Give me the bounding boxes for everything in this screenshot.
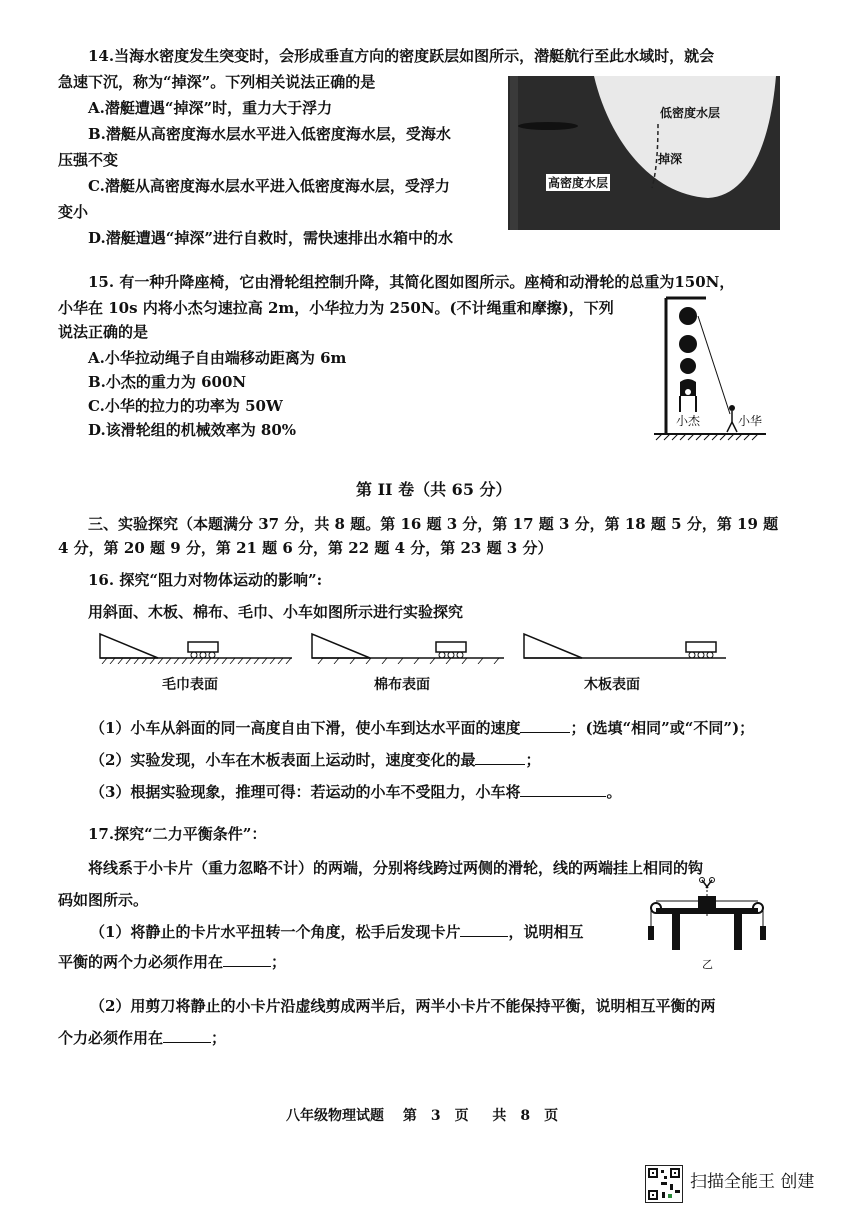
section3-line1 — [88, 514, 778, 534]
q17-line2: 码如图所示。 — [58, 891, 149, 909]
q14-option-b: B.潜艇从高密度海水层水平进入低密度海水层，受海水 — [88, 125, 451, 143]
q15-option-a: A.小华拉动绳子自由端移动距离为 6m — [88, 349, 347, 367]
q14-line2: 急速下沉，称为“掉深”。下列相关说法正确的是 — [58, 73, 376, 91]
q16-sub1-text: （1）小车从斜面的同一高度自由下滑，使小车到达水平面的速度 — [90, 719, 521, 737]
q15-line3: 说法正确的是 — [58, 323, 149, 341]
q16-sub1-hint: ；(选填“相同”或“不同”)； — [570, 719, 755, 737]
q16-sub2-text: （2）实验发现，小车在木板表面上运动时，速度变化的最 — [90, 751, 476, 769]
q17-line1: 将线系于小卡片（重力忽略不计）的两端，分别将线跨过两侧的滑轮，线的两端挂上相同的钩 — [88, 859, 704, 877]
q17-sub2-text: 个力必须作用在 — [58, 1029, 164, 1047]
q16-sub2-end: ； — [525, 751, 541, 769]
q15-line1: 15. 有一种升降座椅，它由滑轮组控制升降，其简化图如图所示。座椅和动滑轮的总重为150N， — [88, 273, 735, 291]
q17-sub1-end: ； — [271, 953, 287, 971]
towel-surface-caption: 毛巾表面 — [162, 677, 218, 693]
q14-option-a: A.潜艇遭遇“掉深”时，重力大于浮力 — [88, 99, 333, 117]
answer-blank[interactable] — [163, 1028, 211, 1043]
section3-scoring: （本题满分 37 分，共 8 题。第 16 题 3 分，第 17 题 3 分，第 18 题 5 分，第 19 题 — [178, 515, 779, 533]
q15-option-b: B.小杰的重力为 600N — [88, 373, 247, 391]
q16-sub3-end: 。 — [606, 783, 622, 801]
xiaojie-label: 小杰 — [676, 414, 701, 428]
q16-sub3-text: （3）根据实验现象，推理可得：若运动的小车不受阻力，小车将 — [90, 783, 521, 801]
ocean-density-figure — [508, 76, 780, 230]
low-density-label: 低密度水层 — [660, 106, 721, 120]
q17-sub1-text3: 平衡的两个力必须作用在 — [58, 953, 224, 971]
high-density-label: 高密度水层 — [548, 176, 609, 190]
answer-blank[interactable] — [223, 952, 271, 967]
q15-line2: 小华在 10s 内将小杰匀速拉高 2m，小华拉力为 250N。(不计绳重和摩擦)，下列 — [58, 299, 614, 317]
q17-sub1 — [90, 922, 583, 942]
q14-option-c-cont: 变小 — [58, 203, 89, 221]
part2-title: 第 II 卷（共 65 分） — [356, 480, 512, 499]
q16-sub3 — [90, 782, 621, 802]
q16-intro: 用斜面、木板、棉布、毛巾、小车如图所示进行实验探究 — [88, 603, 464, 621]
q16-title: 16. 探究“阻力对物体运动的影响”: — [88, 571, 323, 589]
q15-option-c: C.小华的拉力的功率为 50W — [88, 397, 283, 415]
q17-sub2-end: ； — [211, 1029, 227, 1047]
q14-option-b-cont: 压强不变 — [58, 151, 119, 169]
q17-sub1-text: （1）将静止的卡片水平扭转一个角度，松手后发现卡片 — [90, 923, 461, 941]
q14-option-d: D.潜艇遭遇“掉深”进行自救时，需快速排出水箱中的水 — [88, 229, 453, 247]
cotton-surface-caption: 棉布表面 — [374, 677, 430, 693]
sudden-drop-label: 掉深 — [658, 152, 683, 166]
incline-cart-figure — [96, 628, 732, 664]
q17-sub2-cont — [58, 1028, 226, 1048]
answer-blank[interactable] — [460, 922, 508, 937]
q14-line1: 14.当海水密度发生突变时，会形成垂直方向的密度跃层如图所示，潜艇航行至此水域时，就会 — [88, 47, 715, 65]
figure-b-label: 乙 — [702, 958, 713, 971]
xiaohua-label: 小华 — [738, 414, 763, 428]
q16-sub2 — [90, 750, 540, 770]
answer-blank[interactable] — [475, 750, 525, 765]
scanner-watermark: 扫描全能王 创建 — [690, 1172, 815, 1192]
q16-sub1 — [90, 718, 754, 738]
q17-title: 17.探究“二力平衡条件”： — [88, 825, 267, 843]
answer-blank[interactable] — [520, 782, 606, 797]
page-footer: 八年级物理试题 第 3 页 共 8 页 — [286, 1108, 559, 1124]
section3-heading: 三、实验探究 — [88, 515, 179, 533]
section3-line2: 4 分，第 20 题 9 分，第 21 题 6 分，第 22 题 4 分，第 23 题 3 分） — [58, 539, 553, 557]
q17-sub1-cont — [58, 952, 286, 972]
q14-option-c: C.潜艇从高密度海水层水平进入低密度海水层，受浮力 — [88, 177, 450, 195]
wood-surface-caption: 木板表面 — [584, 677, 640, 693]
q17-sub2: （2）用剪刀将静止的小卡片沿虚线剪成两半后，两半小卡片不能保持平衡，说明相互平衡的两 — [90, 997, 716, 1015]
answer-blank[interactable] — [520, 718, 570, 733]
balance-card-figure — [642, 876, 772, 960]
q15-option-d: D.该滑轮组的机械效率为 80% — [88, 421, 297, 439]
qr-code-icon — [645, 1165, 683, 1203]
q17-sub1-text2: ，说明相互 — [508, 923, 584, 941]
